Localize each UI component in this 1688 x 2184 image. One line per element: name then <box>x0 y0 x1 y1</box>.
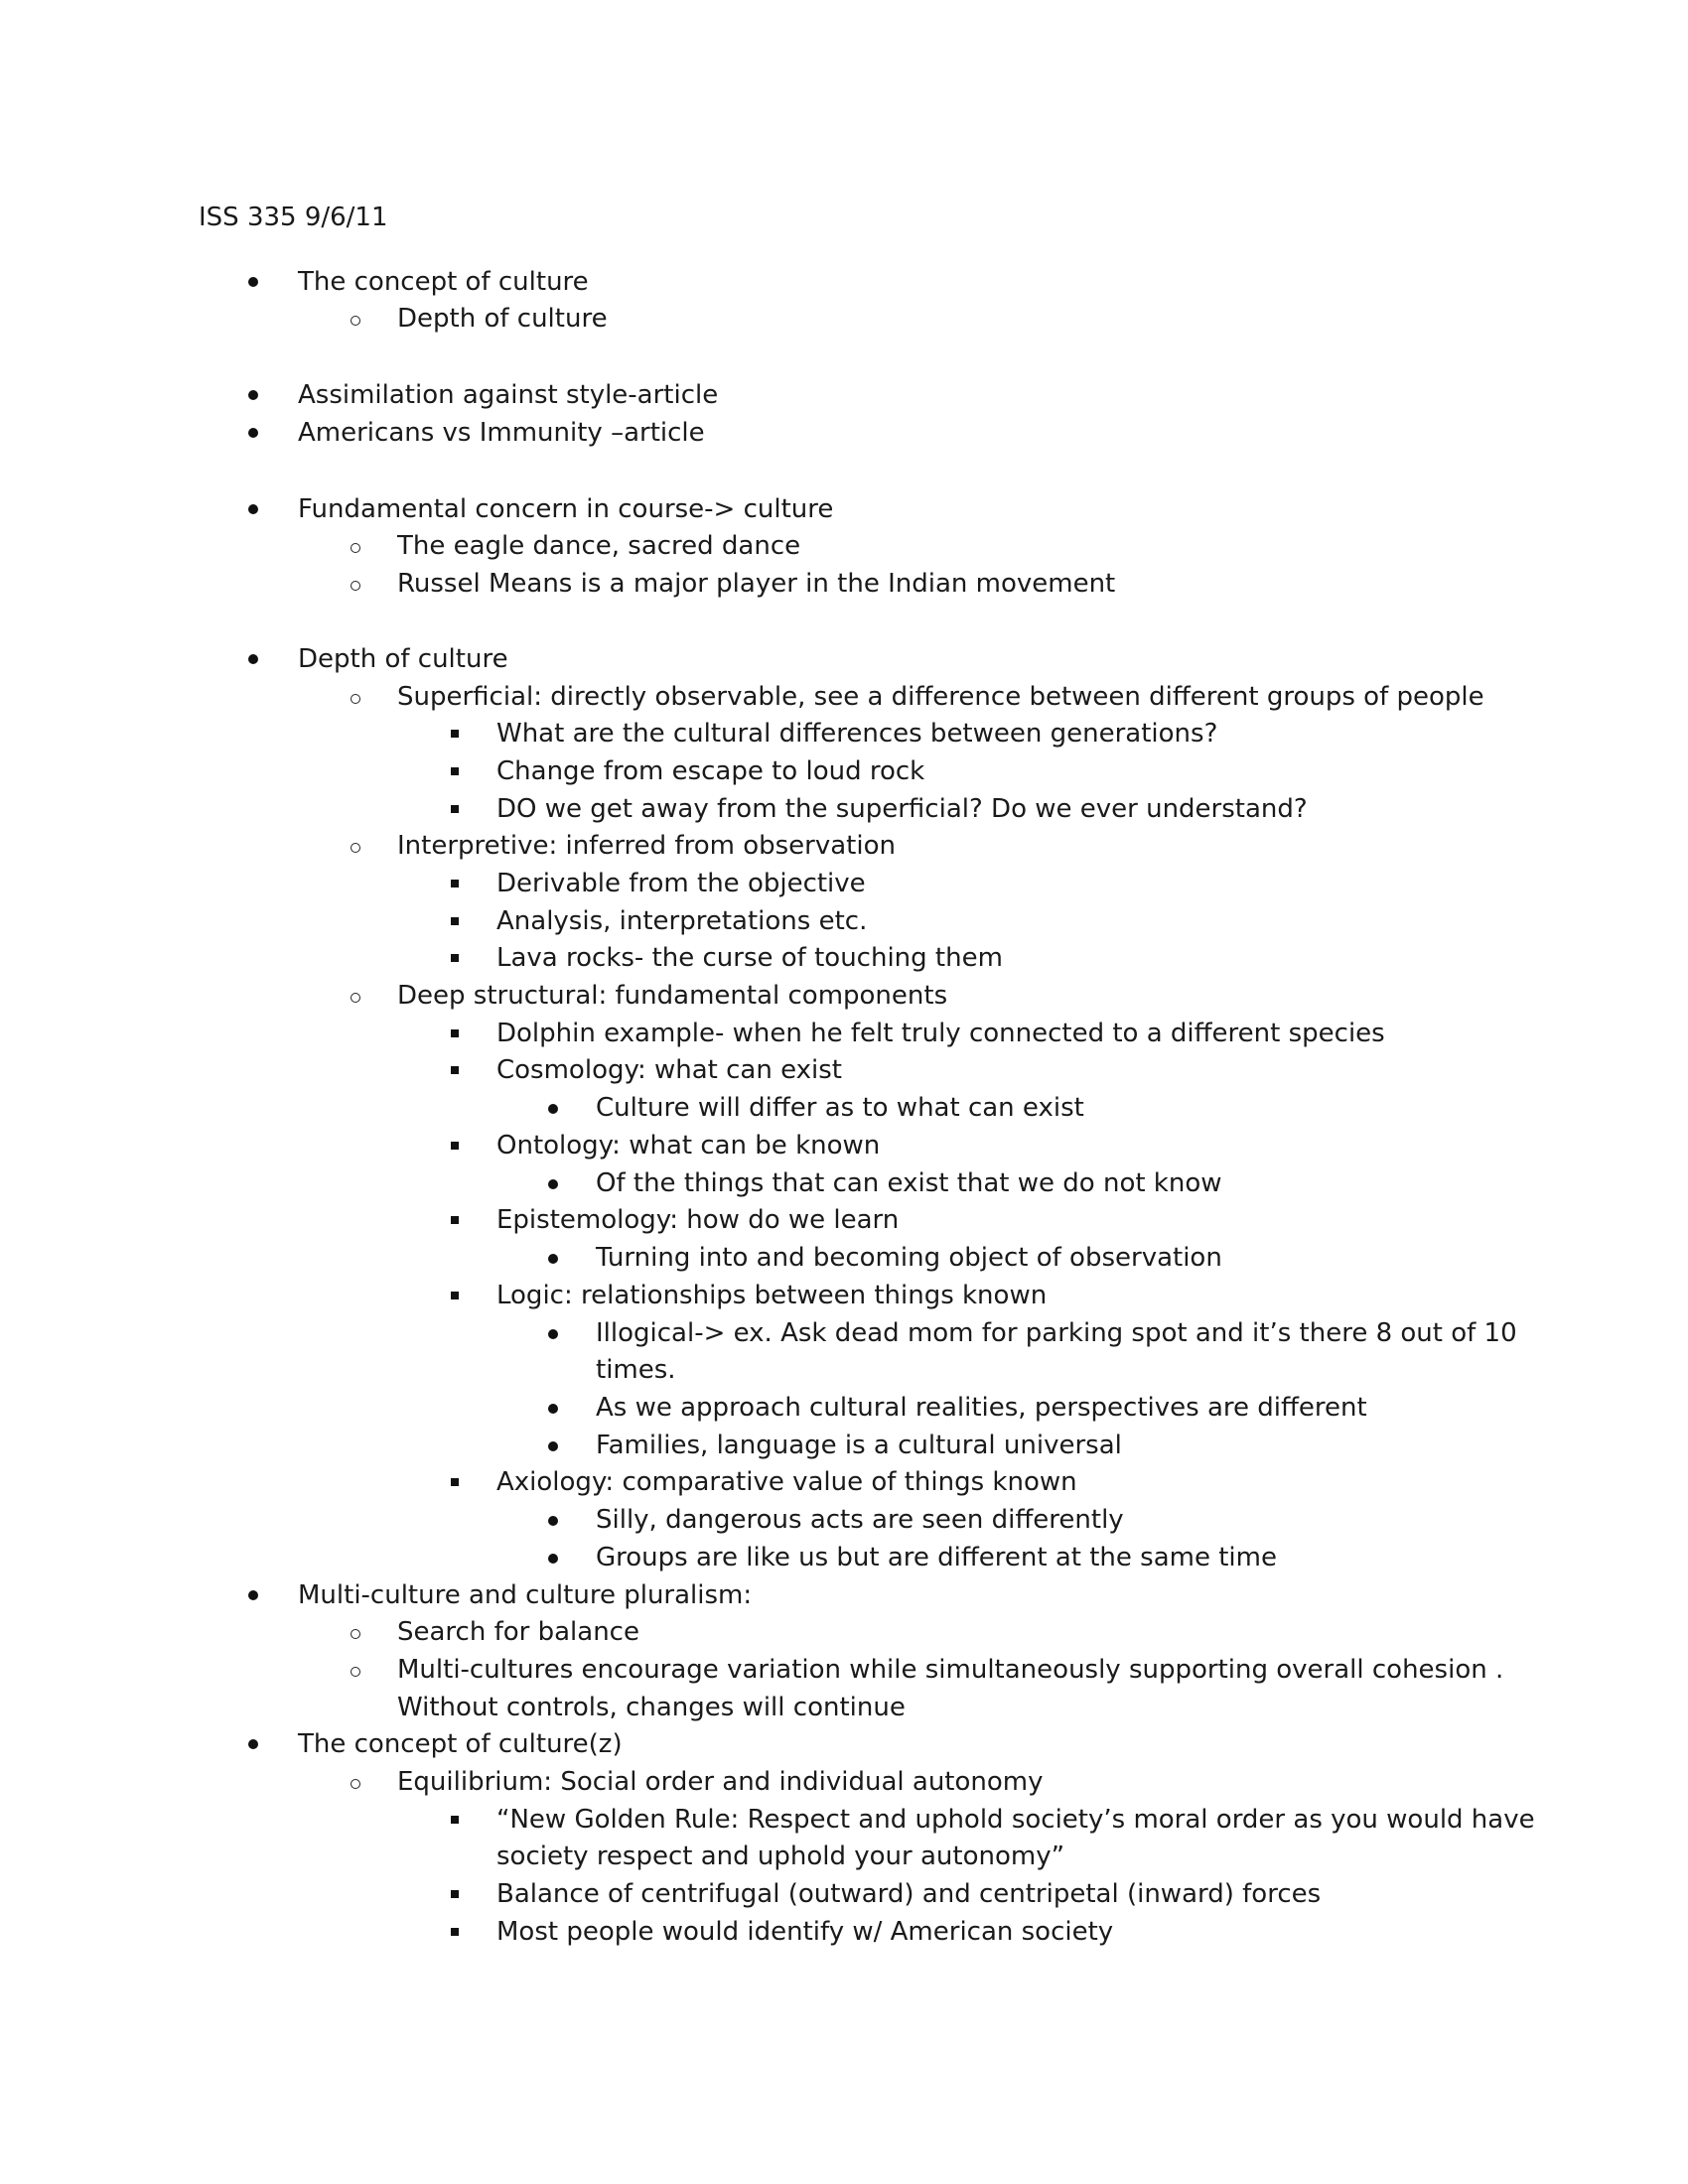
bullet-disc-icon <box>548 1179 558 1189</box>
bullet-text: Most people would identify w/ American society <box>496 1917 1114 1947</box>
bullet-square-icon <box>451 1890 459 1898</box>
bullet-square-icon <box>451 805 459 813</box>
bullet-disc-icon <box>548 1554 558 1564</box>
bullet-disc-icon <box>248 390 258 400</box>
bullet-text: Depth of culture <box>298 644 508 674</box>
bullet-circle-icon <box>351 581 360 591</box>
bullet-circle-icon <box>351 1629 360 1639</box>
bullet-square-icon <box>451 1216 459 1224</box>
bullet-disc-icon <box>548 1104 558 1114</box>
bullet-text: The eagle dance, sacred dance <box>397 531 801 561</box>
bullet-circle-icon <box>351 694 360 704</box>
bullet-text: Fundamental concern in course-> culture <box>298 494 834 524</box>
bullet-text: Epistemology: how do we learn <box>496 1205 900 1235</box>
bullet-square-icon <box>451 1292 459 1299</box>
bullet-circle-icon <box>351 316 360 326</box>
bullet-square-icon <box>451 730 459 738</box>
bullet-circle-icon <box>351 843 360 853</box>
bullet-square-icon <box>451 954 459 962</box>
bullet-disc-icon <box>548 1516 558 1526</box>
bullet-text: The concept of culture <box>298 267 589 297</box>
bullet-text: Ontology: what can be known <box>496 1131 881 1160</box>
bullet-text: Analysis, interpretations etc. <box>496 906 868 936</box>
bullet-text: Families, language is a cultural universal <box>596 1431 1122 1460</box>
bullet-disc-icon <box>548 1441 558 1451</box>
bullet-text: Cosmology: what can exist <box>496 1055 842 1085</box>
bullet-text: society respect and uphold your autonomy” <box>496 1842 1065 1871</box>
bullet-text: Illogical-> ex. Ask dead mom for parking spot and it’s there 8 out of 10 <box>596 1318 1517 1348</box>
bullet-square-icon <box>451 1142 459 1150</box>
bullet-square-icon <box>451 767 459 775</box>
bullet-text: Change from escape to loud rock <box>496 756 925 786</box>
bullet-text: Silly, dangerous acts are seen differently <box>596 1505 1124 1535</box>
bullet-text: Axiology: comparative value of things known <box>496 1467 1077 1497</box>
bullet-text: Lava rocks- the curse of touching them <box>496 943 1003 973</box>
bullet-text: times. <box>596 1355 676 1385</box>
bullet-text: Turning into and becoming object of observation <box>596 1243 1222 1273</box>
bullet-square-icon <box>451 1066 459 1074</box>
bullet-circle-icon <box>351 1667 360 1677</box>
bullet-text: Interpretive: inferred from observation <box>397 831 896 861</box>
bullet-text: Groups are like us but are different at the same time <box>596 1543 1277 1572</box>
bullet-text: The concept of culture(z) <box>298 1729 623 1759</box>
bullet-text: Search for balance <box>397 1617 639 1647</box>
bullet-text: Of the things that can exist that we do not know <box>596 1168 1222 1198</box>
bullet-text: Equilibrium: Social order and individual autonomy <box>397 1767 1044 1797</box>
bullet-text: Culture will differ as to what can exist <box>596 1093 1084 1123</box>
document-header: ISS 335 9/6/11 <box>199 203 388 232</box>
bullet-text: DO we get away from the superficial? Do we ever understand? <box>496 794 1308 824</box>
bullet-circle-icon <box>351 1779 360 1789</box>
bullet-disc-icon <box>248 654 258 664</box>
bullet-text: Americans vs Immunity –article <box>298 418 705 448</box>
bullet-disc-icon <box>548 1254 558 1264</box>
bullet-square-icon <box>451 917 459 925</box>
bullet-text: Assimilation against style-article <box>298 380 719 410</box>
bullet-disc-icon <box>248 277 258 287</box>
bullet-text: Derivable from the objective <box>496 869 866 898</box>
bullet-text: Multi-cultures encourage variation while simultaneously supporting overall cohesion . <box>397 1655 1504 1685</box>
bullet-text: Multi-culture and culture pluralism: <box>298 1580 753 1610</box>
bullet-square-icon <box>451 1478 459 1486</box>
bullet-circle-icon <box>351 543 360 553</box>
bullet-text: “New Golden Rule: Respect and uphold society’s moral order as you would have <box>496 1805 1535 1835</box>
bullet-text: Depth of culture <box>397 304 608 334</box>
bullet-text: As we approach cultural realities, perspectives are different <box>596 1393 1367 1423</box>
bullet-text: Russel Means is a major player in the Indian movement <box>397 569 1116 599</box>
bullet-square-icon <box>451 1928 459 1936</box>
bullet-circle-icon <box>351 993 360 1003</box>
bullet-disc-icon <box>248 504 258 514</box>
bullet-text: Dolphin example- when he felt truly connected to a different species <box>496 1019 1385 1048</box>
bullet-text: Without controls, changes will continue <box>397 1693 906 1722</box>
bullet-square-icon <box>451 1029 459 1037</box>
bullet-disc-icon <box>248 428 258 438</box>
bullet-square-icon <box>451 1816 459 1824</box>
bullet-disc-icon <box>248 1739 258 1749</box>
bullet-text: Deep structural: fundamental components <box>397 981 948 1011</box>
bullet-disc-icon <box>248 1590 258 1600</box>
bullet-text: Balance of centrifugal (outward) and centripetal (inward) forces <box>496 1879 1322 1909</box>
bullet-text: Logic: relationships between things known <box>496 1281 1048 1310</box>
bullet-text: What are the cultural differences between generations? <box>496 719 1218 749</box>
bullet-square-icon <box>451 880 459 887</box>
bullet-disc-icon <box>548 1329 558 1339</box>
bullet-disc-icon <box>548 1404 558 1414</box>
bullet-text: Superficial: directly observable, see a difference between different groups of people <box>397 682 1484 712</box>
